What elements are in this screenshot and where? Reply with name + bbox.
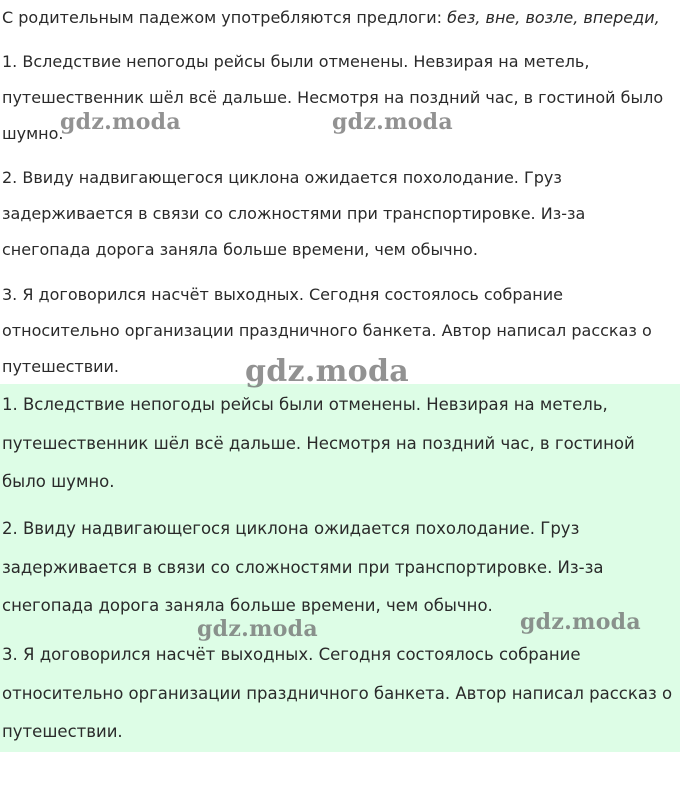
answer-paragraph-3: 3. Я договорился насчёт выходных. Сегодня состоялось собрание относительно организации праздничного банкета. Автор написал рассказ о путешествии. — [2, 645, 673, 741]
intro-examples: без, вне, возле, впереди, — [447, 8, 660, 27]
watermark: gdz.moda — [520, 609, 641, 635]
watermark: gdz.moda — [197, 616, 318, 642]
watermark: gdz.moda — [60, 109, 181, 135]
task-paragraph-3: 3. Я договорился насчёт выходных. Сегодня состоялось собрание относительно организации праздничного банкета. Автор написал рассказ о путешествии. — [2, 285, 652, 376]
answer-block — [0, 384, 680, 752]
task-paragraph-2: 2. Ввиду надвигающегося циклона ожидается похолодание. Груз задерживается в связи со сложностями при транспортировке. Из-за снегопада дорога заняла больше времени, чем обычно. — [2, 168, 586, 259]
answer-paragraph-2: 2. Ввиду надвигающегося циклона ожидается похолодание. Груз задерживается в связи со сложностями при транспортировке. Из-за снегопада дорога заняла больше времени, чем обычно. — [2, 519, 604, 615]
intro-line — [2, 7, 660, 29]
watermark: gdz.moda — [245, 354, 410, 389]
task-paragraph-1: 1. Вследствие непогоды рейсы были отменены. Невзирая на метель, путешественник шёл всё дальше. Несмотря на поздний час, в гостиной было шумно. — [2, 52, 664, 143]
intro-text: С родительным падежом употребляются предлоги: — [2, 8, 448, 27]
answer-paragraph-1: 1. Вследствие непогоды рейсы были отменены. Невзирая на метель, путешественник шёл всё дальше. Несмотря на поздний час, в гостиной было шумно. — [2, 395, 635, 491]
watermark: gdz.moda — [332, 109, 453, 135]
